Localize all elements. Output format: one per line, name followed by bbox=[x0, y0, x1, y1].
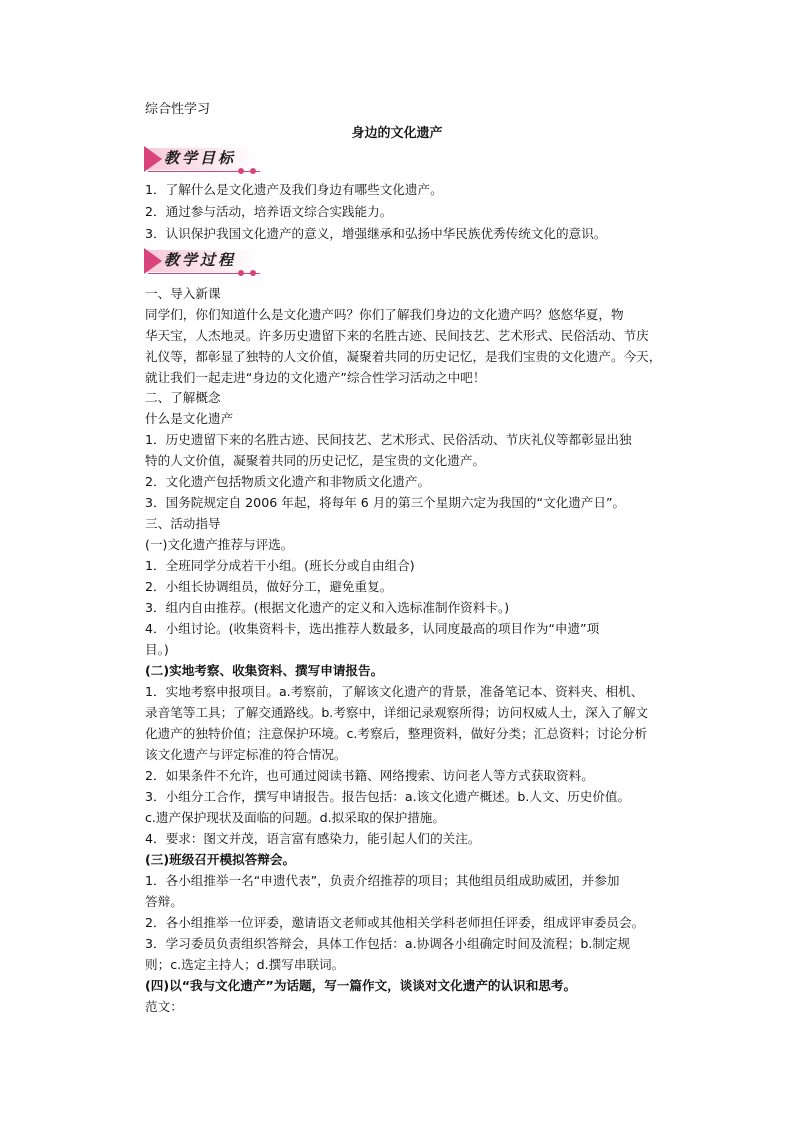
paragraph-line: 同学们，你们知道什么是文化遗产吗？你们了解我们身边的文化遗产吗？悠悠华夏，物 bbox=[145, 307, 624, 322]
paragraph-line: 2．文化遗产包括物质文化遗产和非物质文化遗产。 bbox=[145, 474, 431, 489]
paragraph-line: 礼仪等，都彰显了独特的人文价值，凝聚着共同的历史记忆，是我们宝贵的文化遗产。今天， bbox=[145, 349, 662, 364]
banner-triangle-icon bbox=[144, 248, 162, 274]
paragraph-line: 化遗产的独特价值；注意保护环境。c.考察后，整理资料，做好分类；汇总资料；讨论分析 bbox=[145, 726, 648, 741]
paragraph-line: 1．实地考察申报项目。a.考察前，了解该文化遗产的背景，准备笔记本、资料夹、相机、 bbox=[145, 684, 644, 699]
paragraph-line: 3．国务院规定自 2006 年起，将每年 6 月的第三个星期六定为我国的“文化遗产日”。 bbox=[145, 495, 626, 510]
section-heading: 二、了解概念 bbox=[145, 390, 221, 405]
banner-dot-icon bbox=[238, 270, 244, 276]
paragraph-line: c.遗产保护现状及面临的问题。d.拟采取的保护措施。 bbox=[145, 810, 445, 825]
goal-item: 2．通过参与活动，培养语文综合实践能力。 bbox=[145, 204, 393, 219]
paragraph-line: 该文化遗产与评定标准的符合情况。 bbox=[145, 747, 347, 762]
paragraph-line: 答辩。 bbox=[145, 894, 183, 909]
paragraph-line: 2．各小组推举一位评委，邀请语文老师或其他相关学科老师担任评委，组成评审委员会。 bbox=[145, 915, 645, 930]
paragraph-line: 4．小组讨论。(收集资料卡，选出推荐人数最多，认同度最高的项目作为“申遗”项 bbox=[145, 621, 600, 636]
paragraph-line: 则；c.选定主持人；d.撰写串联词。 bbox=[145, 957, 345, 972]
paragraph-line: 3．组内自由推荐。(根据文化遗产的定义和入选标准制作资料卡。) bbox=[145, 600, 510, 615]
banner-triangle-icon bbox=[144, 146, 162, 172]
paragraph-line: 1．各小组推举一名“申遗代表”，负责介绍推荐的项目；其他组员组成助威团，并参加 bbox=[145, 873, 620, 888]
paragraph-line: 录音笔等工具；了解交通路线。b.考察中，详细记录观察所得；访问权威人士，深入了解文 bbox=[145, 705, 649, 720]
banner-process-label: 教学过程 bbox=[164, 251, 237, 269]
goal-item: 1．了解什么是文化遗产及我们身边有哪些文化遗产。 bbox=[145, 182, 443, 197]
banner-dot-icon bbox=[250, 270, 256, 276]
paragraph-line: 3．小组分工合作，撰写申请报告。报告包括：a.该文化遗产概述。b.人文、历史价值。 bbox=[145, 789, 631, 804]
banner-process bbox=[144, 248, 264, 274]
paragraph-line: 目。) bbox=[145, 642, 169, 657]
paragraph-line: 范文： bbox=[145, 999, 183, 1014]
paragraph-line: 4．要求：图文并茂，语言富有感染力，能引起人们的关注。 bbox=[145, 831, 481, 846]
subheading: 什么是文化遗产 bbox=[145, 411, 234, 426]
banner-goals bbox=[144, 146, 264, 172]
paragraph-line: 1．历史遗留下来的名胜古迹、民间技艺、艺术形式、民俗活动、节庆礼仪等都彰显出独 bbox=[145, 432, 632, 447]
paragraph-line: 3．学习委员负责组织答辩会，具体工作包括：a.协调各小组确定时间及流程；b.制定规 bbox=[145, 936, 631, 951]
subheading: (二)实地考察、收集资料、撰写申请报告。 bbox=[145, 663, 384, 678]
banner-goals-label: 教学目标 bbox=[164, 149, 237, 167]
subheading: (一)文化遗产推荐与评选。 bbox=[145, 537, 294, 552]
section-label: 综合性学习 bbox=[145, 102, 211, 117]
subheading: (四)以“我与文化遗产”为话题，写一篇作文，谈谈对文化遗产的认识和思考。 bbox=[145, 978, 577, 993]
section-heading: 三、活动指导 bbox=[145, 516, 221, 531]
subheading: (三)班级召开模拟答辩会。 bbox=[145, 852, 296, 867]
paragraph-line: 2．小组长协调组员，做好分工，避免重复。 bbox=[145, 579, 393, 594]
paragraph-line: 特的人文价值，凝聚着共同的历史记忆，是宝贵的文化遗产。 bbox=[145, 453, 486, 468]
section-heading: 一、导入新课 bbox=[145, 286, 221, 301]
banner-dot-icon bbox=[250, 168, 256, 174]
paragraph-line: 华天宝，人杰地灵。许多历史遗留下来的名胜古迹、民间技艺、艺术形式、民俗活动、节庆 bbox=[145, 328, 649, 343]
banner-dot-icon bbox=[238, 168, 244, 174]
goal-item: 3．认识保护我国文化遗产的意义，增强继承和弘扬中华民族优秀传统文化的意识。 bbox=[145, 226, 607, 241]
paragraph-line: 1．全班同学分成若干小组。(班长分或自由组合) bbox=[145, 558, 415, 573]
paragraph-line: 就让我们一起走进“身边的文化遗产”综合性学习活动之中吧！ bbox=[145, 370, 486, 385]
page-title: 身边的文化遗产 bbox=[351, 126, 443, 141]
paragraph-line: 2．如果条件不允许，也可通过阅读书籍、网络搜索、访问老人等方式获取资料。 bbox=[145, 768, 594, 783]
